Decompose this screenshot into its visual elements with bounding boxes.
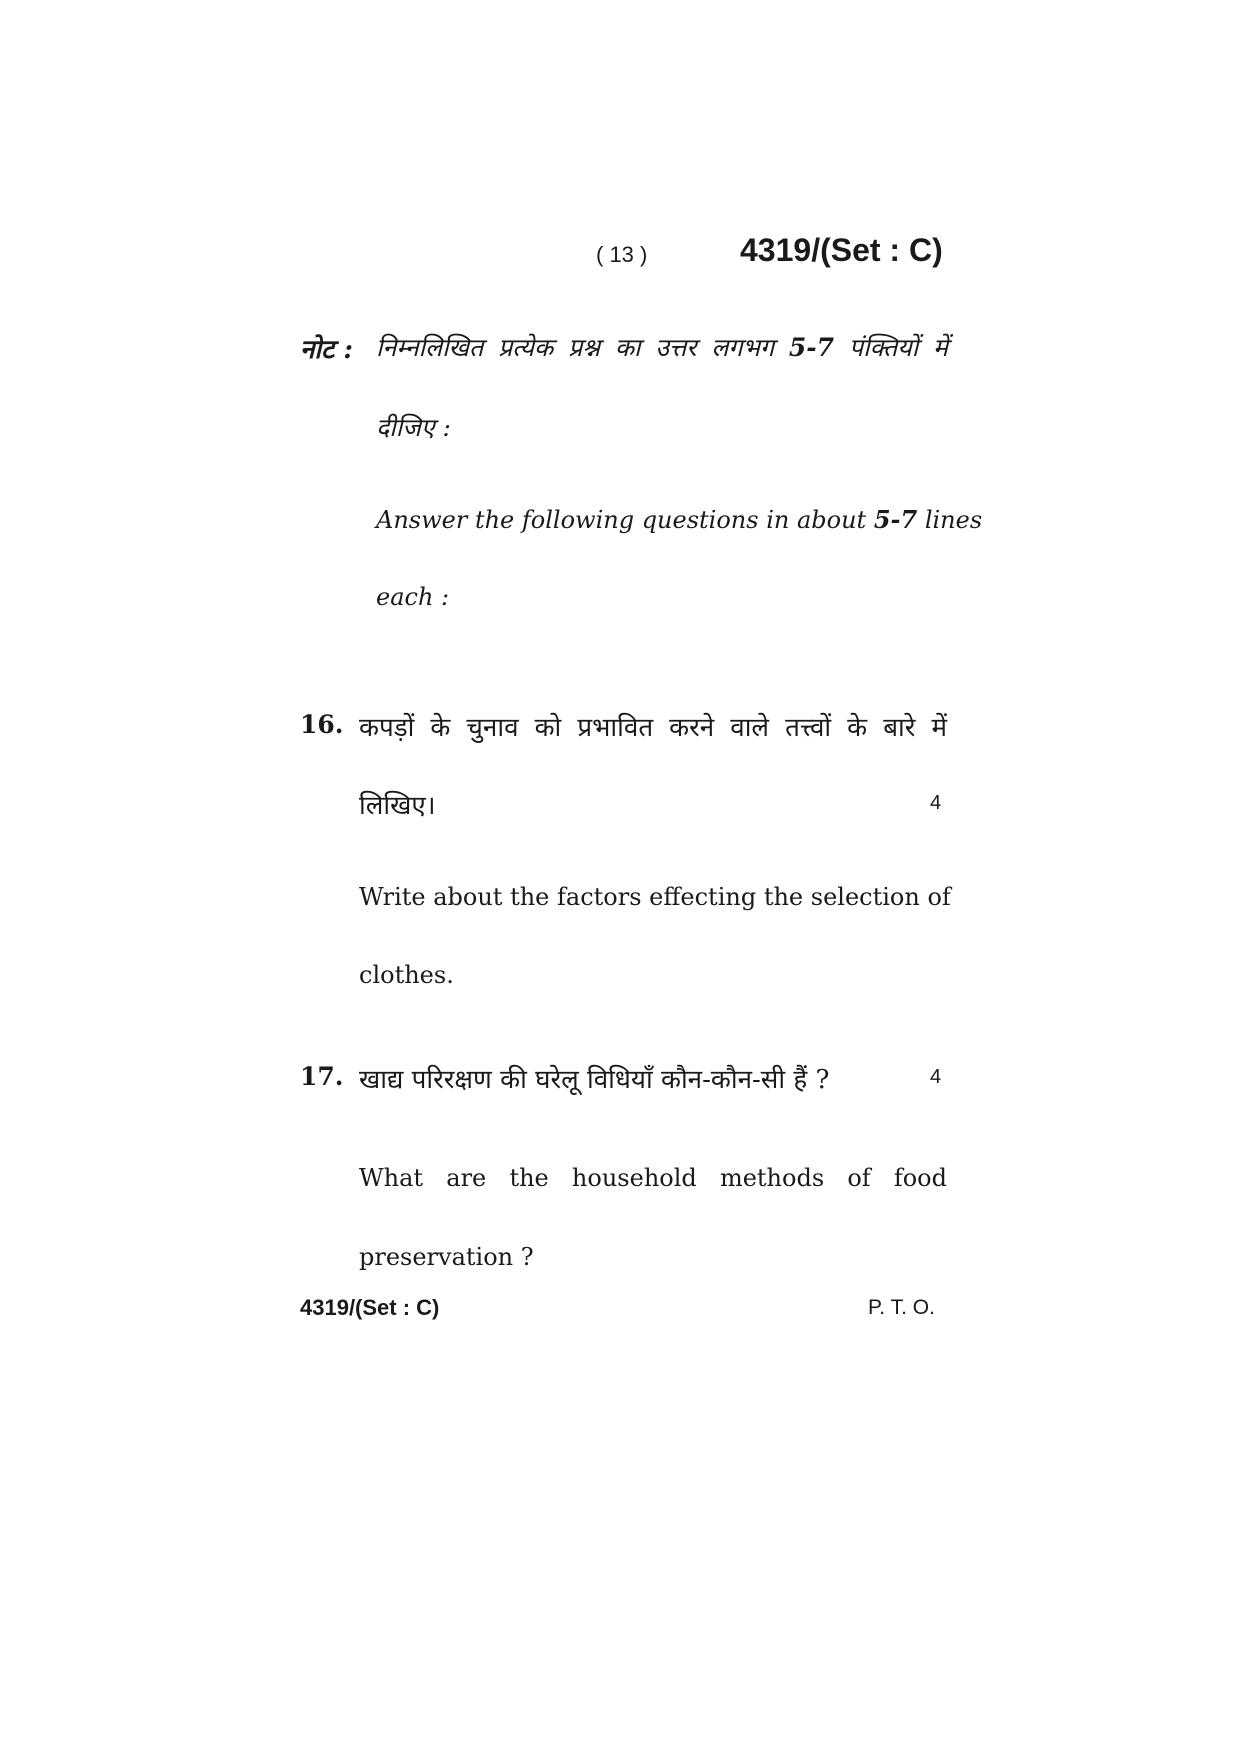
note-english-range: 5-7 bbox=[873, 505, 918, 534]
question-17-english-line-1: What are the household methods of food bbox=[359, 1164, 947, 1192]
question-16-marks: 4 bbox=[930, 792, 942, 814]
note-label: नोट : bbox=[300, 335, 353, 365]
note-english-text: Answer the following questions in about bbox=[376, 506, 867, 534]
question-17-number: 17. bbox=[300, 1062, 344, 1091]
question-16-english-line-2: clothes. bbox=[359, 961, 454, 989]
note-english-text-end: lines bbox=[924, 506, 983, 534]
set-code-footer: 4319/(Set : C) bbox=[300, 1295, 440, 1320]
question-16-english-line-1: Write about the factors effecting the selection of bbox=[359, 883, 951, 911]
note-english-line-2: each : bbox=[376, 583, 450, 611]
note-english-line-1 bbox=[376, 505, 983, 534]
note-hindi-range: 5-7 bbox=[788, 333, 835, 362]
page-number: ( 13 ) bbox=[596, 242, 648, 267]
note-hindi-line-1 bbox=[376, 330, 948, 364]
question-16-number: 16. bbox=[300, 710, 344, 739]
note-hindi-text: निम्नलिखित प्रत्येक प्रश्न का उत्तर लगभग bbox=[376, 333, 775, 362]
question-17-hindi-line-1: खाद्य परिरक्षण की घरेलू विधियाँ कौन-कौन-सी हैं ? bbox=[359, 1065, 830, 1095]
set-code-header: 4319/(Set : C) bbox=[740, 232, 943, 268]
question-17-marks: 4 bbox=[930, 1066, 942, 1088]
note-hindi-line-2: दीजिए : bbox=[376, 413, 451, 442]
question-16-hindi-line-1: कपड़ों के चुनाव को प्रभावित करने वाले तत्त्वों के बारे में bbox=[359, 713, 947, 743]
question-17-english-line-2: preservation ? bbox=[359, 1243, 534, 1271]
note-hindi-text-end: पंक्तियों में bbox=[848, 333, 948, 362]
please-turn-over: P. T. O. bbox=[868, 1296, 935, 1319]
question-16-hindi-line-2: लिखिए। bbox=[359, 791, 436, 821]
